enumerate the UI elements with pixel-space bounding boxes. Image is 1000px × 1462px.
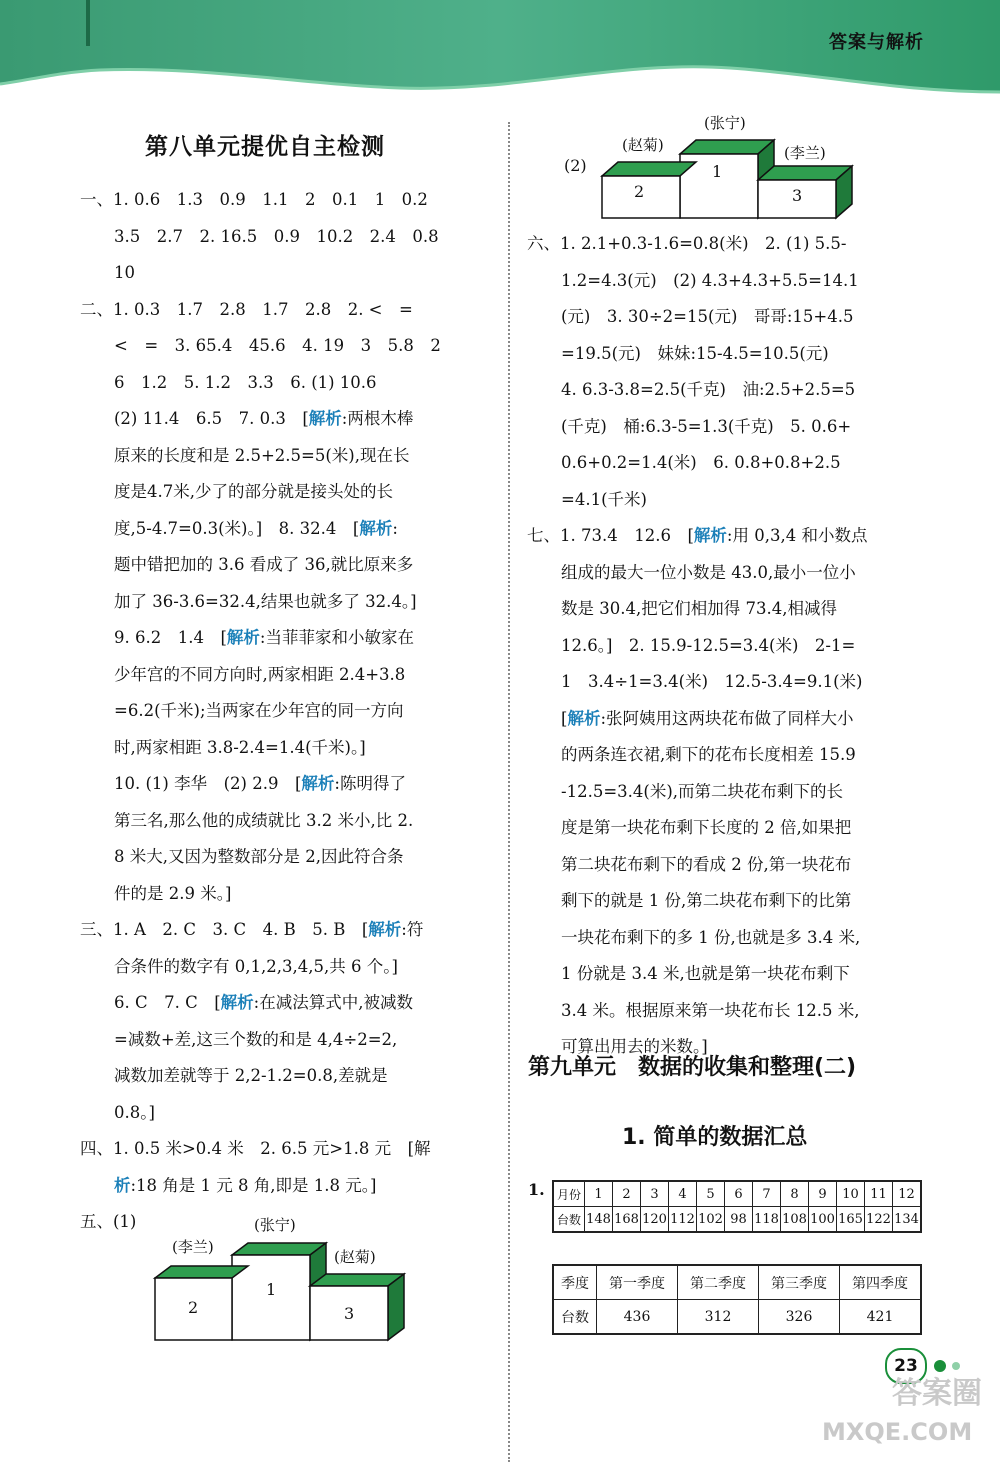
answer-line: 加了 36-3.6=32.4,结果也就多了 32.4。] — [114, 591, 417, 611]
analysis-keyword: 解析 — [301, 774, 335, 793]
answer-line: 12.6。] 2. 15.9-12.5=3.4(米) 2-1= — [561, 635, 856, 655]
quarter-cell: 第三季度 — [759, 1265, 840, 1300]
answer-line: 10 — [114, 263, 135, 282]
count-cell: 122 — [865, 1207, 893, 1233]
page-header — [0, 0, 1000, 110]
answer-line: 4. 6.3-3.8=2.5(千克) 油:2.5+2.5=5 — [561, 380, 856, 399]
count-cell: 134 — [893, 1207, 922, 1233]
podium-second-rank: 2 — [188, 1298, 199, 1317]
answer-line: 剩下的就是 1 份,第二块花布剩下的比第 — [561, 891, 852, 910]
answer-line: -12.5=3.4(米),而第二块花布剩下的长 — [561, 781, 843, 801]
table-row — [553, 1181, 921, 1207]
podium-second-name: (赵菊) — [622, 136, 664, 154]
answer-line: 题中错把加的 3.6 看成了 36,就比原来多 — [114, 555, 414, 574]
watermark-url: MXQE.COM — [822, 1418, 973, 1446]
count-cell: 326 — [759, 1300, 840, 1335]
podium-diagram-left — [150, 1216, 410, 1342]
header-label: 答案与解析 — [829, 32, 924, 53]
answer-line: 一、1. 0.6 1.3 0.9 1.1 2 0.1 1 0.2 — [80, 190, 428, 209]
analysis-keyword: 解析 — [308, 409, 342, 428]
answer-line: 6. C 7. C [解析:在减法算式中,被减数 — [114, 993, 413, 1012]
month-cell: 11 — [865, 1181, 893, 1207]
column-divider — [508, 122, 510, 1462]
answer-line: 3.4 米。根据原来第一块花布长 12.5 米, — [561, 1000, 860, 1020]
answer-line: 0.6+0.2=1.4(米) 6. 0.8+0.8+2.5 — [561, 453, 841, 472]
answer-line: =4.1(千米) — [561, 489, 647, 509]
count-cell: 312 — [678, 1300, 759, 1335]
answer-line: 一块花布剩下的多 1 份,也就是多 3.4 米, — [561, 927, 861, 947]
month-cell: 6 — [725, 1181, 753, 1207]
month-cell: 10 — [837, 1181, 865, 1207]
answer-line: 第三名,那么他的成绩就比 3.2 米小,比 2. — [114, 810, 414, 830]
count-cell: 120 — [641, 1207, 669, 1233]
answer-line: 七、1. 73.4 12.6 [解析:用 0,3,4 和小数点 — [527, 526, 868, 545]
answer-line: 五、(1) — [80, 1212, 137, 1231]
month-cell: 12 — [893, 1181, 922, 1207]
answer-line: (千克) 桶:6.3-5=1.3(千克) 5. 0.6+ — [561, 416, 852, 436]
month-cell: 5 — [697, 1181, 725, 1207]
watermark-logo-text: 答案圈 — [892, 1376, 982, 1411]
answer-line: 第二块花布剩下的看成 2 份,第一块花布 — [561, 854, 852, 874]
analysis-keyword: 解析 — [220, 993, 254, 1012]
answer-line: < = 3. 65.4 45.6 4. 19 3 5.8 2 — [114, 336, 441, 355]
answer-line: 0.8。] — [114, 1102, 155, 1122]
count-cell: 108 — [781, 1207, 809, 1233]
month-cell: 2 — [613, 1181, 641, 1207]
answer-line: 1 份就是 3.4 米,也就是第一块花布剩下 — [561, 964, 850, 983]
analysis-keyword: 解析 — [567, 708, 601, 728]
table-row — [553, 1300, 921, 1335]
answer-line: 时,两家相距 3.8-2.4=1.4(千米)。] — [114, 737, 366, 757]
podium-diagram-right — [564, 108, 864, 223]
answer-line: [解析:张阿姨用这两块花布做了同样大小 — [561, 708, 854, 728]
answer-line: 四、1. 0.5 米>0.4 米 2. 6.5 元>1.8 元 [解 — [80, 1139, 431, 1158]
left-answer-column — [80, 182, 490, 1241]
table-row — [553, 1265, 921, 1300]
month-cell: 8 — [781, 1181, 809, 1207]
answer-line: (元) 3. 30÷2=15(元) 哥哥:15+4.5 — [561, 307, 854, 326]
answer-line: 件的是 2.9 米。] — [114, 883, 232, 903]
answer-line: =减数+差,这三个数的和是 4,4÷2=2, — [114, 1029, 398, 1049]
analysis-keyword: 解析 — [693, 526, 727, 545]
count-cell: 165 — [837, 1207, 865, 1233]
month-cell: 9 — [809, 1181, 837, 1207]
count-cell: 168 — [613, 1207, 641, 1233]
answer-line: =19.5(元) 妹妹:15-4.5=10.5(元) — [561, 343, 829, 363]
quarterly-sales-table — [552, 1264, 922, 1335]
answer-line: 析:18 角是 1 元 8 角,即是 1.8 元。] — [114, 1175, 377, 1195]
answer-line: (2) 11.4 6.5 7. 0.3 [解析:两根木棒 — [114, 409, 414, 428]
count-cell: 148 — [585, 1207, 613, 1233]
podium-first-name: (张宁) — [254, 1216, 296, 1234]
answer-line: 1 3.4÷1=3.4(米) 12.5-3.4=9.1(米) — [561, 672, 863, 691]
answer-line: 10. (1) 李华 (2) 2.9 [解析:陈明得了 — [114, 774, 406, 793]
question-number: 1. — [528, 1180, 545, 1199]
answer-line: 数是 30.4,把它们相加得 73.4,相减得 — [561, 599, 837, 618]
analysis-keyword: 解析 — [359, 518, 393, 538]
podium-first-rank: 1 — [712, 162, 723, 181]
analysis-keyword: 析 — [114, 1175, 131, 1195]
table-row — [553, 1207, 921, 1233]
podium-third-rank: 3 — [792, 186, 803, 205]
quarter-cell: 第一季度 — [597, 1265, 678, 1300]
answer-line: 度,5-4.7=0.3(米)。] 8. 32.4 [解析: — [114, 518, 398, 538]
answer-line: 度是4.7米,少了的部分就是接头处的长 — [114, 482, 393, 501]
answer-line: 可算出用去的米数。] — [561, 1037, 708, 1056]
answer-line: =6.2(千米);当两家在少年宫的同一方向 — [114, 701, 404, 720]
answer-line: 8 米大,又因为整数部分是 2,因此符合条 — [114, 847, 404, 866]
podium-third-name: (赵菊) — [334, 1248, 376, 1266]
quarter-cell: 第二季度 — [678, 1265, 759, 1300]
analysis-keyword: 解析 — [226, 628, 260, 647]
count-cell: 421 — [840, 1300, 922, 1335]
row-header-month: 月份 — [553, 1181, 585, 1207]
count-cell: 112 — [669, 1207, 697, 1233]
right-answer-column — [527, 226, 941, 1066]
month-cell: 7 — [753, 1181, 781, 1207]
podium-second-name: (李兰) — [172, 1238, 214, 1256]
section-title-unit9: 第九单元 数据的收集和整理(二) — [528, 1055, 857, 1080]
answer-line: 度是第一块花布剩下长度的 2 倍,如果把 — [561, 818, 852, 837]
month-cell: 1 — [585, 1181, 613, 1207]
answer-line: 组成的最大一位小数是 43.0,最小一位小 — [561, 562, 856, 582]
podium-item-number: (2) — [564, 156, 587, 175]
podium-first-rank: 1 — [266, 1280, 277, 1299]
quarter-cell: 第四季度 — [840, 1265, 922, 1300]
month-cell: 3 — [641, 1181, 669, 1207]
monthly-sales-table — [552, 1180, 922, 1233]
podium-first-name: (张宁) — [704, 114, 746, 132]
analysis-keyword: 解析 — [368, 920, 402, 939]
podium-second-rank: 2 — [634, 182, 645, 201]
answer-line: 6 1.2 5. 1.2 3.3 6. (1) 10.6 — [114, 372, 377, 392]
count-cell: 98 — [725, 1207, 753, 1233]
count-cell: 102 — [697, 1207, 725, 1233]
answer-line: 原来的长度和是 2.5+2.5=5(米),现在长 — [114, 445, 410, 465]
count-cell: 100 — [809, 1207, 837, 1233]
row-header-quarter: 季度 — [553, 1265, 597, 1300]
podium-third-name: (李兰) — [784, 144, 826, 162]
lesson-title: 1. 简单的数据汇总 — [622, 1125, 808, 1150]
section-title-unit8: 第八单元提优自主检测 — [145, 134, 385, 160]
answer-line: 合条件的数字有 0,1,2,3,4,5,共 6 个。] — [114, 956, 398, 976]
answer-line: 三、1. A 2. C 3. C 4. B 5. B [解析:符 — [80, 920, 424, 939]
answer-line: 9. 6.2 1.4 [解析:当菲菲家和小敏家在 — [114, 628, 414, 647]
answer-line: 六、1. 2.1+0.3-1.6=0.8(米) 2. (1) 5.5- — [527, 234, 847, 253]
answer-line: 3.5 2.7 2. 16.5 0.9 10.2 2.4 0.8 — [114, 226, 439, 246]
answer-line: 减数加差就等于 2,2-1.2=0.8,差就是 — [114, 1066, 388, 1085]
answer-line: 少年宫的不同方向时,两家相距 2.4+3.8 — [114, 664, 406, 684]
row-header-count: 台数 — [553, 1207, 585, 1233]
answer-line: 二、1. 0.3 1.7 2.8 1.7 2.8 2. < = — [80, 299, 413, 319]
month-cell: 4 — [669, 1181, 697, 1207]
answer-line: 的两条连衣裙,剩下的花布长度相差 15.9 — [561, 745, 856, 764]
count-cell: 436 — [597, 1300, 678, 1335]
answer-line: 1.2=4.3(元) (2) 4.3+4.3+5.5=14.1 — [561, 270, 859, 290]
row-header-count: 台数 — [553, 1300, 597, 1335]
podium-third-rank: 3 — [344, 1304, 355, 1323]
count-cell: 118 — [753, 1207, 781, 1233]
header-background — [0, 0, 1000, 110]
page-number: 23 — [885, 1348, 927, 1384]
